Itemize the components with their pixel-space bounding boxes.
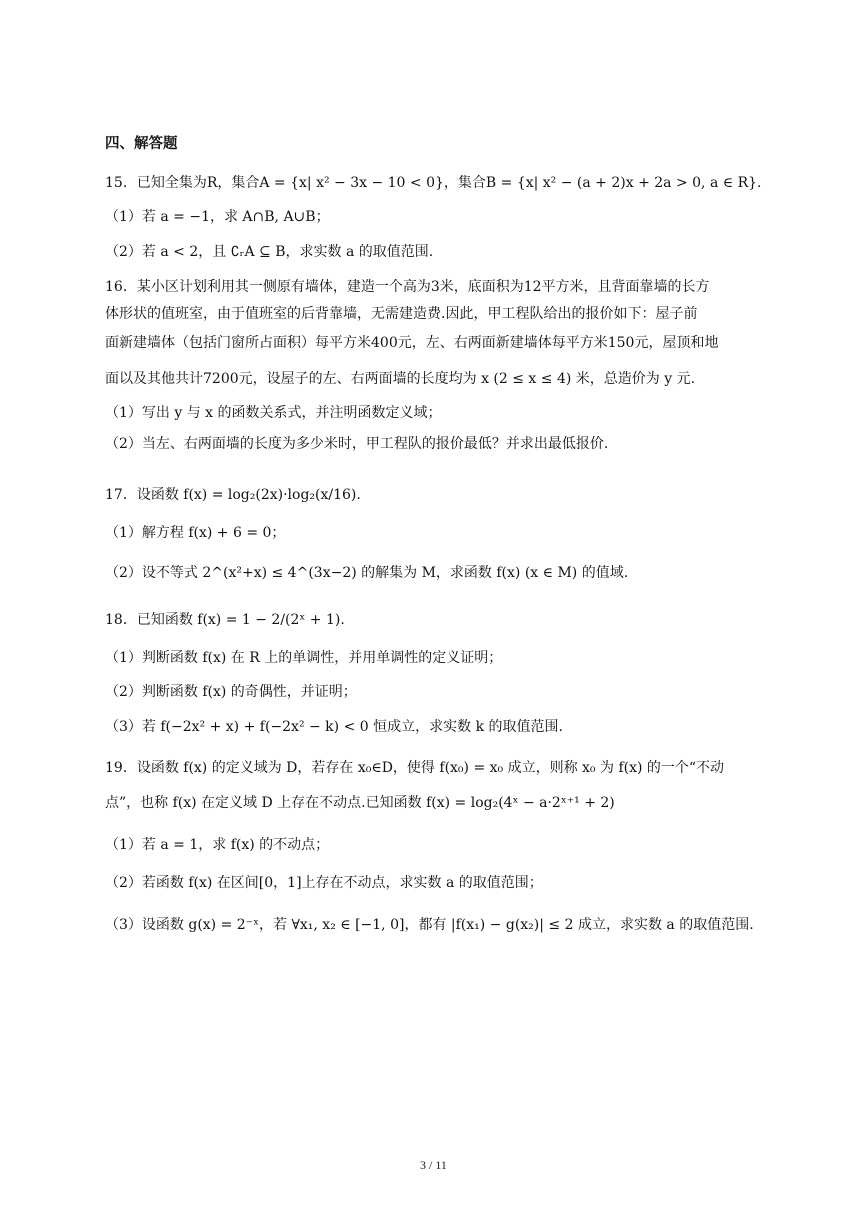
q16-stem-line4: 面以及其他共计7200元，设屋子的左、右两面墙的长度均为 x (2 ≤ x ≤ 4) 米，总造价为 y 元. <box>105 371 696 387</box>
q15-part2: （2）若 a < 2，且 ∁ᵣA ⊆ B，求实数 a 的取值范围. <box>105 244 434 260</box>
q16-stem-line2: 体形状的值班室，由于值班室的后背靠墙，无需建造费.因此，甲工程队给出的报价如下：屋子前 <box>105 306 698 322</box>
q19-stem-line2: 点”，也称 f(x) 在定义域 D 上存在不动点.已知函数 f(x) = log₂(4ˣ − a·2ˣ⁺¹ + 2) <box>105 795 615 811</box>
q17-part1: （1）解方程 f(x) + 6 = 0； <box>105 525 286 541</box>
q19-part2: （2）若函数 f(x) 在区间[0，1]上存在不动点，求实数 a 的取值范围； <box>105 875 543 891</box>
q17-part2: （2）设不等式 2^(x²+x) ≤ 4^(3x−2) 的解集为 M，求函数 f(x) (x ∈ M) 的值域. <box>105 565 629 581</box>
q18-part3: （3）若 f(−2x² + x) + f(−2x² − k) < 0 恒成立，求实数 k 的取值范围. <box>105 719 563 735</box>
q18-stem: 18．已知函数 f(x) = 1 − 2/(2ˣ + 1). <box>105 612 345 628</box>
q15-stem: 15．已知全集为R，集合A = {x| x² − 3x − 10 < 0}，集合B = {x| x² − (a + 2)x + 2a > 0, a ∈ R}. <box>105 175 762 191</box>
q19-part1: （1）若 a = 1，求 f(x) 的不动点； <box>105 837 330 853</box>
q15-part1: （1）若 a = −1，求 A∩B, A∪B； <box>105 209 330 225</box>
q16-part2: （2）当左、右两面墙的长度为多少米时，甲工程队的报价最低？并求出最低报价. <box>105 436 609 452</box>
q16-part1: （1）写出 y 与 x 的函数关系式，并注明函数定义域； <box>105 405 442 421</box>
q19-stem-line1: 19．设函数 f(x) 的定义域为 D，若存在 x₀∈D，使得 f(x₀) = x₀ 成立，则称 x₀ 为 f(x) 的一个“不动 <box>105 760 725 776</box>
q17-stem: 17．设函数 f(x) = log₂(2x)·log₂(x/16). <box>105 487 361 503</box>
q18-part2: （2）判断函数 f(x) 的奇偶性，并证明； <box>105 684 357 700</box>
section-title: 四、解答题 <box>105 136 178 152</box>
q16-stem-line1: 16．某小区计划利用其一侧原有墙体，建造一个高为3米，底面积为12平方米，且背面靠墙的长方 <box>105 279 710 295</box>
page-number: 3 / 11 <box>420 1158 447 1172</box>
q16-stem-line3: 面新建墙体（包括门窗所占面积）每平方米400元，左、右两面新建墙体每平方米150元，屋顶和地 <box>105 335 719 351</box>
q18-part1: （1）判断函数 f(x) 在 R 上的单调性，并用单调性的定义证明； <box>105 650 503 666</box>
q19-part3: （3）设函数 g(x) = 2⁻ˣ，若 ∀x₁, x₂ ∈ [−1, 0]，都有 |f(x₁) − g(x₂)| ≤ 2 成立，求实数 a 的取值范围. <box>105 917 754 933</box>
